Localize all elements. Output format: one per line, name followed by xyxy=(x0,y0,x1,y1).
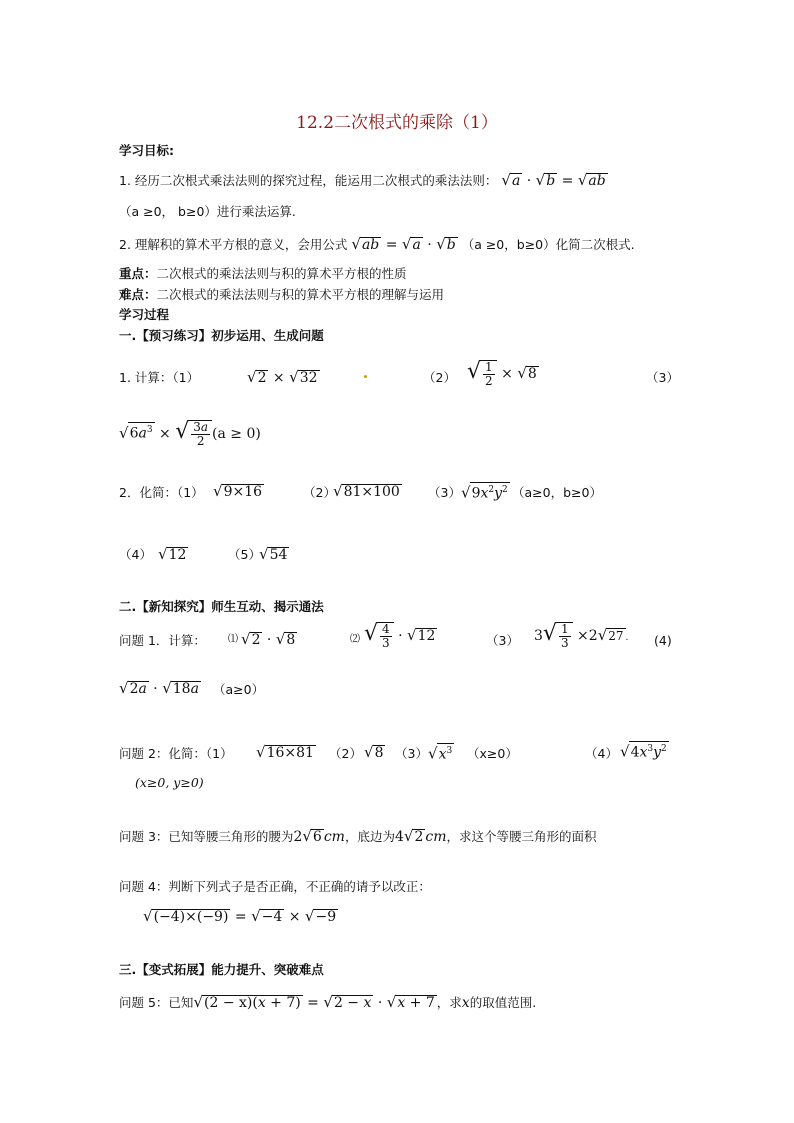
exercise-2-3-condition: （a≥0，b≥0） xyxy=(512,485,602,500)
page-title: 12.2二次根式的乘除（1） xyxy=(296,113,498,133)
exercise-2-2-radicand: 81×100 xyxy=(343,484,400,500)
exercise-2-2-label: （2） xyxy=(303,485,336,500)
problem-1-3: 3√ $\frac{1}{3}$ ×2√27 . xyxy=(534,621,629,650)
problem-5-text-c: 的取值范围. xyxy=(469,995,537,1010)
exercise-2-label: 2．化简：（1） xyxy=(119,485,204,500)
key-label: 重点： xyxy=(119,266,157,281)
exercise-1-2: √ $\frac{1}{2}$ × √8 xyxy=(467,359,537,388)
problem-1-4-label: (4) xyxy=(654,633,672,648)
exercise-1-3-label: （3） xyxy=(646,370,679,385)
problem-1-3-label: （3） xyxy=(486,633,519,648)
problem-2-1-radicand: 16×81 xyxy=(266,745,314,761)
section-1-heading: 一.【预习练习】初步运用、生成问题 xyxy=(119,328,324,343)
problem-4-text: 问题 4：判断下列式子是否正确，不正确的请予以改正： xyxy=(119,879,431,894)
problem-1-1-label: ⑴ xyxy=(228,634,238,645)
exercise-2-2: √81×100 xyxy=(333,482,400,500)
exercise-1-label: 1. 计算：（1） xyxy=(119,370,200,385)
stray-dot xyxy=(364,375,367,378)
problem-1-4: √2a · √18a xyxy=(119,679,199,697)
problem-2-3-label: （3） xyxy=(395,746,428,761)
problem-1-2: √ $\frac{4}{3}$ · √12 xyxy=(364,621,436,650)
problem-1-label: 问题 1．计算： xyxy=(119,633,206,648)
goal-2-formula: √ab = √a · √b xyxy=(351,235,456,253)
problem-1-1: √2 · √8 xyxy=(241,630,296,648)
problem-2-3: $√x^3$ xyxy=(428,744,453,763)
exercise-1-2-label: （2） xyxy=(423,370,456,385)
problem-2-4-condition: (x≥0, y≥0) xyxy=(135,775,204,790)
goal-1-text: 1. 经历二次根式乘法法则的探究过程，能运用二次根式的乘法法则： xyxy=(119,173,498,188)
exercise-2-3-label: （3） xyxy=(428,485,461,500)
problem-3-base: 4√2 cm xyxy=(394,827,447,845)
goal-2 xyxy=(119,235,635,254)
key-text: 二次根式的乘法法则与积的算术平方根的性质 xyxy=(156,266,407,281)
problem-3-text-b: ，底边为 xyxy=(344,829,395,844)
goal-1-rule: √a · √b = √ab xyxy=(501,171,606,189)
problem-2-label: 问题 2：化简：（1） xyxy=(119,746,233,761)
diff-text: 二次根式的乘法法则与积的算术平方根的理解与运用 xyxy=(156,287,445,302)
key-point xyxy=(119,265,407,283)
problem-3 xyxy=(119,827,597,846)
exercise-2-5-label: （5） xyxy=(228,547,261,562)
exercise-2-1-radicand: 9×16 xyxy=(223,484,263,500)
exercise-2-5-radicand: 54 xyxy=(269,547,288,563)
problem-2-2-label: （2） xyxy=(329,746,362,761)
problem-1-4-condition: （a≥0） xyxy=(213,682,265,697)
exercise-2-4-radicand: 12 xyxy=(168,547,187,563)
exercise-2-5: √54 xyxy=(259,545,288,563)
goal-1-condition: （a ≥0， b≥0）进行乘法运算. xyxy=(119,204,296,219)
problem-5 xyxy=(119,993,536,1012)
exercise-2-3: $√9x^2y^2$ xyxy=(461,483,508,502)
process-heading: 学习过程 xyxy=(119,307,170,322)
goal-2-condition: （a ≥0，b≥0）化简二次根式. xyxy=(461,237,635,252)
problem-5-equation: √(2 − x)(x + 7) = √2 − x · √x + 7 xyxy=(193,993,435,1011)
goal-1 xyxy=(119,171,608,190)
diff-label: 难点： xyxy=(119,287,157,302)
exercise-1-3-condition: (a ≥ 0) xyxy=(212,426,261,442)
problem-3-text-c: ，求这个等腰三角形的面积 xyxy=(446,829,597,844)
problem-2-1: √16×81 xyxy=(256,743,314,761)
problem-2-4: $√4x^3y^2$ xyxy=(620,742,667,761)
exercise-1-3: $√6a^3$ × √ $\frac{3a}{2}$ (a ≥ 0) xyxy=(119,419,261,448)
problem-2-3-condition: （x≥0） xyxy=(467,746,518,761)
exercise-2-4-label: （4） xyxy=(119,547,152,562)
exercise-1-1: √2 × √32 xyxy=(247,368,318,386)
section-3-heading: 三.【变式拓展】能力提升、突破难点 xyxy=(119,962,324,977)
problem-5-text-a: 问题 5：已知 xyxy=(119,995,194,1010)
problem-4-equation: √(−4)×(−9) = √−4 × √−9 xyxy=(143,907,337,925)
goals-heading: 学习目标: xyxy=(119,143,174,158)
problem-5-variable: x xyxy=(461,995,470,1011)
problem-1-2-label: ⑵ xyxy=(350,634,360,645)
difficulty-point xyxy=(119,286,444,304)
exercise-2-1: √9×16 xyxy=(213,482,263,500)
problem-3-text-a: 问题 3：已知等腰三角形的腰为 xyxy=(119,829,294,844)
problem-3-leg: 2√6 cm xyxy=(293,827,345,845)
exercise-2-4: √12 xyxy=(158,545,187,563)
problem-2-4-label: （4） xyxy=(585,746,618,761)
section-2-heading: 二.【新知探究】师生互动、揭示通法 xyxy=(119,599,324,614)
goal-2-text: 2. 理解积的算术平方根的意义，会用公式 xyxy=(119,237,348,252)
problem-2-2: √8 xyxy=(364,743,384,761)
problem-5-text-b: ，求 xyxy=(436,995,462,1010)
